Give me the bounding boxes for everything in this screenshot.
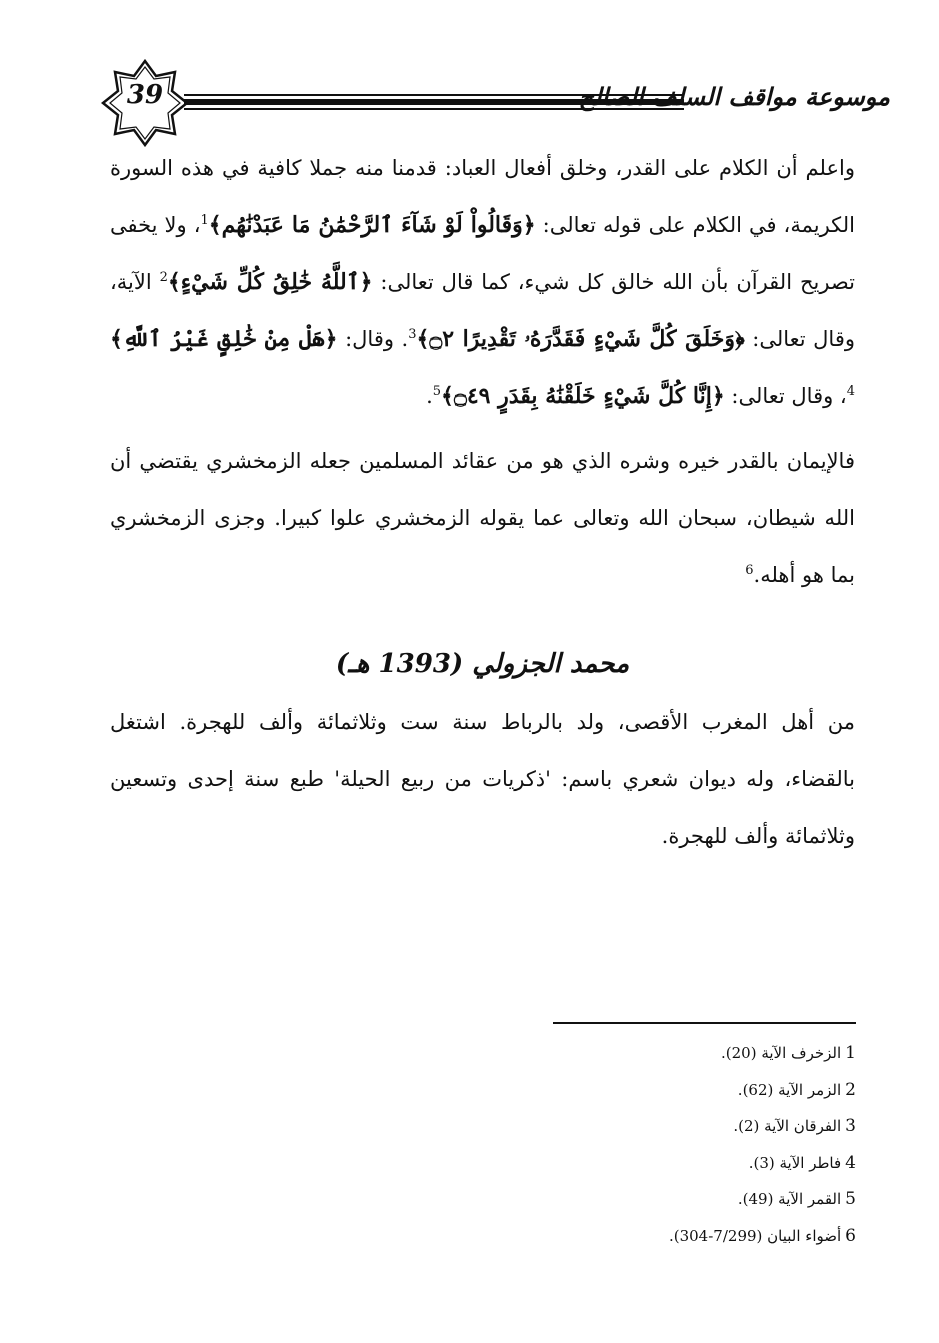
text-run: الآية، وقال تعالى: [110,270,856,351]
quran-verse: ﴿إِنَّا كُلَّ شَيْءٍ خَلَقْنَٰهُ بِقَدَرٍ ۝٤٩﴾ [441,383,725,409]
footnote: 5القمر الآية (49). [737,1189,856,1209]
quran-verse: ﴿وَقَالُواْ لَوْ شَآءَ ٱلرَّحْمَٰنُ مَا عَبَدْنَٰهُم﴾ [208,212,536,238]
footnote-ref: 5 [432,384,442,399]
footnote: 1الزخرف الآية (20). [721,1043,856,1063]
footnotes [553,1035,856,1254]
quran-verse: ﴿هَلْ مِنْ خَٰلِقٍ غَيْرُ ٱللَّهِ﴾ [110,326,338,352]
footnote-ref: 2 [159,270,168,285]
text-run: واعلم أن الكلام على القدر، وخلق أفعال العباد: قدمنا منه جملا كافية في هذه السورة الكريمة، في الكلام على قوله تعالى: [110,156,855,237]
text-run: ، وقال تعالى: [724,384,847,408]
footnote: 3الفرقان الآية (2). [733,1116,856,1136]
footnote-ref: 3 [408,327,417,342]
page-number: 39 [126,80,164,110]
footnote: 6أضواء البيان (7/299-304). [668,1225,856,1246]
text-run: من أهل المغرب الأقصى، ولد بالرباط سنة ست وثلاثمائة وألف للهجرة. اشتغل بالقضاء، وله ديوان شعري باسم: 'ذكريات من ربيع الحيلة' طبع سنة إحدى وتسعين وثلاثمائة وألف للهجرة. [110,710,855,848]
page-number-badge [100,58,190,148]
main-content [110,140,855,865]
text-run: ، ولا يخفى تصريح القرآن بأن الله خالق كل شيء، كما قال تعالى: [110,213,855,294]
footnote: 4فاطر الآية (3). [748,1152,856,1173]
section-heading: محمد الجزولي (1393 هـ) [335,649,630,679]
footnote-separator [553,1022,856,1024]
text-run: . [426,384,433,408]
footnote-ref: 1 [200,213,209,228]
page-header [100,58,890,148]
series-title: موسوعة مواقف السلف الصالح [578,82,890,111]
quran-verse: ﴿ٱللَّهُ خَٰلِقُ كُلِّ شَيْءٍ﴾ [167,269,373,295]
text-run: فالإيمان بالقدر خيره وشره الذي هو من عقائد المسلمين جعله الزمخشري يقتضي أن الله شيطان، سبحان الله وتعالى عما يقوله الزمخشري علوا كبيرا. وجزى الزمخشري بما هو أهله. [110,449,855,587]
body-paragraph [110,140,855,425]
text-run: . وقال: [337,327,409,351]
footnote-ref: 6 [745,563,754,578]
body-paragraph [110,433,855,604]
quran-verse: ﴿وَخَلَقَ كُلَّ شَيْءٍ فَقَدَّرَهُۥ تَقْدِيرًا ۝٢﴾ [416,326,745,352]
section-paragraph [110,694,855,865]
footnote: 2الزمر الآية (62). [737,1079,856,1100]
footnote-ref: 4 [846,384,855,399]
